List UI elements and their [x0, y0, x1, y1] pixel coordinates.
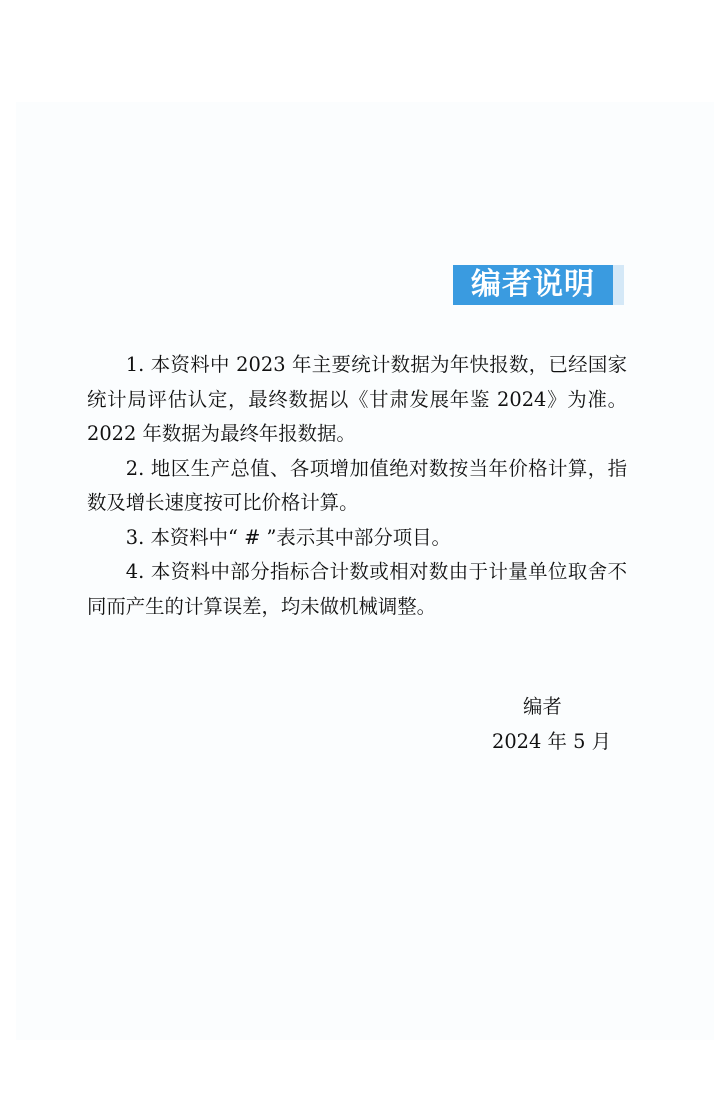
- note-3: 3. 本资料中“ # ”表示其中部分项目。: [125, 525, 451, 549]
- signature-date: 2024 年 5 月: [492, 729, 611, 753]
- note-1: 1. 本资料中 2023 年主要统计数据为年快报数，已经国家统计局评估认定，最终数据以《甘肃发展年鉴 2024》为准。2022 年数据为最终年报数据。: [87, 353, 627, 445]
- note-4: 4. 本资料中部分指标合计数或相对数由于计量单位取舍不同而产生的计算误差，均未做机械调整。: [87, 560, 627, 618]
- heading-banner-accent: [613, 265, 624, 305]
- note-2: 2. 地区生产总值、各项增加值绝对数按当年价格计算，指数及增长速度按可比价格计算。: [87, 456, 627, 514]
- signature-author: 编者: [523, 695, 562, 718]
- page-title: 编者说明: [471, 267, 595, 302]
- signature-block: [470, 690, 624, 759]
- notes-section: [87, 348, 627, 624]
